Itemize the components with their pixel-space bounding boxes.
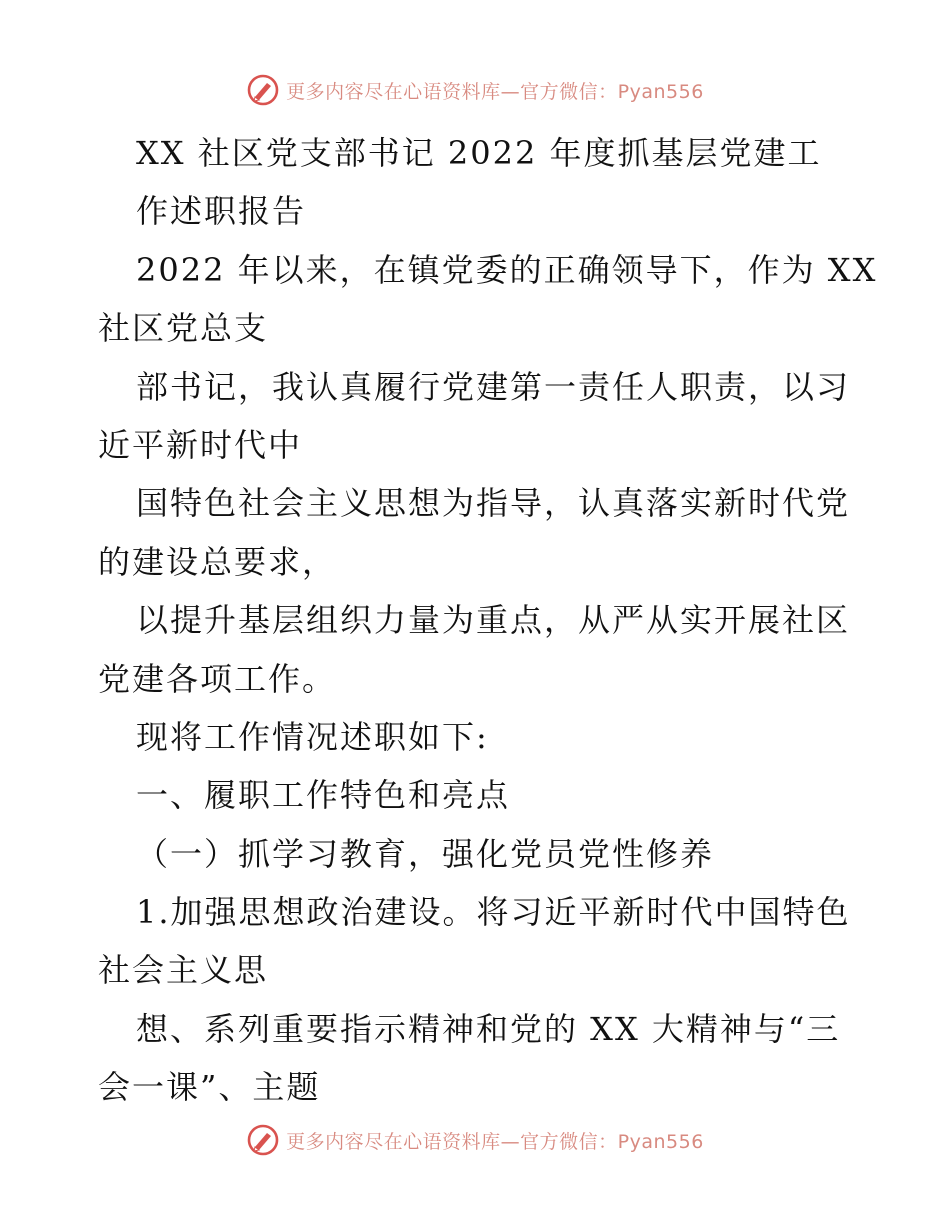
text-line: 国特色社会主义思想为指导，认真落实新时代党 bbox=[136, 484, 851, 523]
watermark-header bbox=[0, 70, 950, 110]
text-line: 一、履职工作特色和亮点 bbox=[136, 776, 511, 815]
text-line: （一）抓学习教育，强化党员党性修养 bbox=[136, 834, 715, 873]
text-line: 1.加强思想政治建设。将习近平新时代中国特色 bbox=[136, 893, 851, 932]
text-line: 的建设总要求， bbox=[98, 542, 337, 581]
watermark-text: 更多内容尽在心语资料库—官方微信：Pyan556 bbox=[286, 1130, 704, 1153]
text-line: 作述职报告 bbox=[136, 192, 307, 231]
text-line: 会一课”、主题 bbox=[98, 1068, 321, 1107]
text-line: 部书记，我认真履行党建第一责任人职责，以习 bbox=[136, 367, 851, 406]
watermark-footer bbox=[0, 1120, 950, 1160]
text-line: 想、系列重要指示精神和党的 XX 大精神与“三 bbox=[136, 1009, 841, 1048]
pen-logo-icon bbox=[246, 1123, 280, 1157]
text-line: XX 社区党支部书记 2022 年度抓基层党建工 bbox=[136, 134, 822, 172]
text-line: 党建各项工作。 bbox=[98, 659, 337, 698]
text-line: 以提升基层组织力量为重点，从严从实开展社区 bbox=[136, 601, 851, 640]
document-body bbox=[98, 124, 878, 1117]
text-line: 社会主义思 bbox=[98, 951, 269, 990]
text-line: 2022 年以来，在镇党委的正确领导下，作为 XX bbox=[136, 250, 878, 289]
text-line: 现将工作情况述职如下: bbox=[136, 717, 489, 756]
pen-logo-icon bbox=[246, 73, 280, 107]
watermark-text: 更多内容尽在心语资料库—官方微信：Pyan556 bbox=[286, 80, 704, 103]
text-line: 近平新时代中 bbox=[98, 425, 303, 464]
text-line: 社区党总支 bbox=[98, 309, 269, 348]
